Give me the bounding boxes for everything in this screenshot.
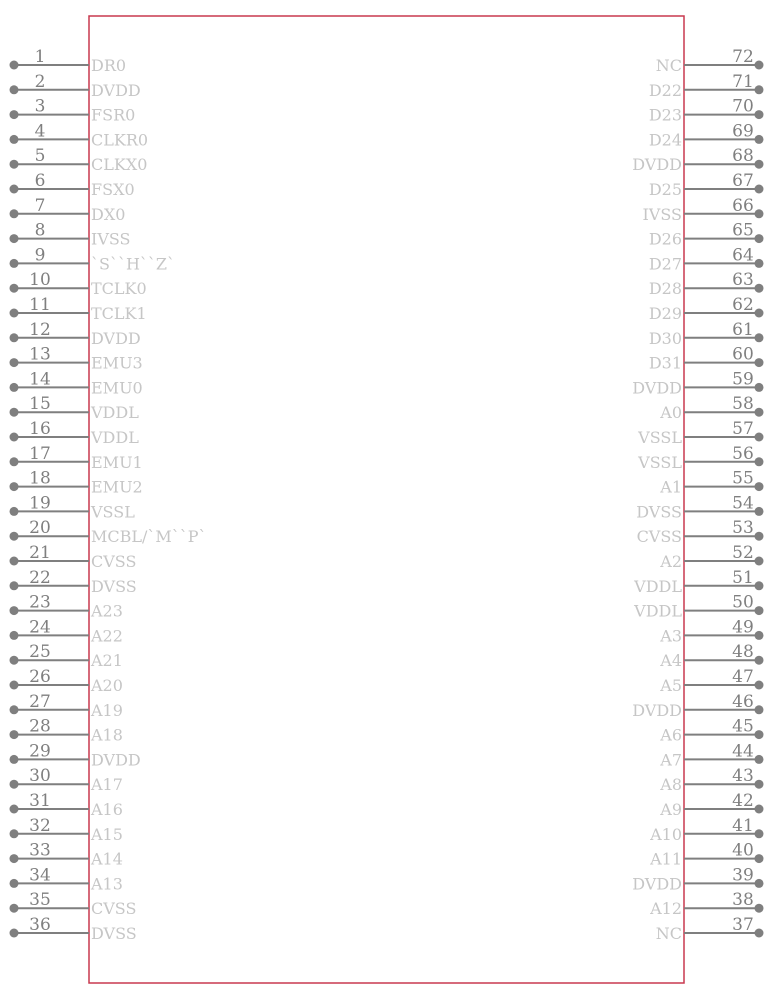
pin-label: D29 [648, 304, 682, 323]
pin-endpoint [755, 730, 764, 739]
pin-label: A16 [91, 800, 123, 819]
pin-number: 6 [34, 171, 46, 191]
pin-endpoint [755, 61, 764, 70]
pin-endpoint [755, 681, 764, 690]
pin-number: 23 [29, 592, 51, 613]
pin-endpoint [755, 234, 764, 243]
pin-10 [10, 270, 147, 298]
pin-34 [10, 865, 123, 893]
pin-endpoint [10, 730, 19, 739]
pin-label: A19 [91, 700, 123, 720]
pin-55 [659, 469, 763, 497]
pin-label: DX0 [91, 204, 126, 224]
pin-38 [649, 890, 763, 918]
pin-number: 44 [732, 741, 754, 762]
pin-label: DVSS [636, 502, 682, 522]
pin-endpoint [10, 408, 19, 417]
pin-label: D27 [648, 254, 682, 274]
pin-endpoint [10, 209, 19, 218]
pin-number: 37 [732, 915, 754, 935]
pin-number: 12 [29, 319, 51, 340]
pin-label: CVSS [91, 552, 137, 571]
pin-46 [632, 692, 763, 720]
pin-label: EMU1 [91, 452, 143, 472]
pin-endpoint [10, 829, 19, 838]
pin-65 [649, 221, 764, 249]
pin-endpoint [10, 284, 19, 293]
pin-endpoint [755, 780, 764, 789]
pin-number: 43 [732, 766, 754, 787]
pin-label: A18 [91, 725, 123, 745]
pin-28 [10, 717, 123, 745]
pin-label: A22 [91, 626, 123, 646]
pin-number: 45 [732, 716, 754, 737]
pin-11 [10, 295, 147, 323]
pin-label: VSSL [91, 502, 135, 522]
pin-endpoint [10, 681, 19, 690]
pin-8 [10, 221, 131, 249]
pin-number: 28 [29, 716, 51, 737]
pin-number: 25 [29, 642, 51, 663]
pin-label: VDDL [634, 576, 682, 596]
pin-endpoint [10, 854, 19, 863]
pin-label: A2 [660, 552, 682, 571]
pin-label: D22 [648, 80, 682, 100]
pin-label: CVSS [636, 527, 682, 547]
pin-number: 34 [29, 865, 51, 886]
pin-label: FSR0 [91, 105, 136, 125]
pin-number: 65 [732, 220, 754, 241]
pin-label: A11 [650, 849, 682, 869]
pin-label: VDDL [91, 403, 139, 423]
pin-number: 59 [732, 369, 754, 390]
pin-number: 18 [29, 468, 51, 489]
pin-54 [636, 493, 763, 521]
pin-endpoint [755, 110, 764, 119]
pin-label: A14 [91, 849, 123, 869]
pin-label: D23 [648, 105, 682, 125]
pin-64 [649, 245, 764, 273]
pin-number: 24 [29, 617, 51, 638]
pin-label: CVSS [91, 899, 137, 919]
pin-number: 66 [732, 195, 754, 216]
pin-number: 41 [732, 815, 754, 836]
pin-endpoint [10, 457, 19, 466]
pin-endpoint [10, 482, 19, 491]
pin-label: DVDD [632, 155, 682, 175]
pin-endpoint [755, 333, 764, 342]
pin-5 [10, 146, 148, 174]
pin-label: A8 [660, 775, 682, 795]
pin-number: 2 [34, 71, 46, 92]
pin-endpoint [10, 557, 19, 566]
pin-number: 42 [732, 791, 754, 811]
pin-number: 69 [732, 121, 754, 142]
pin-number: 20 [29, 518, 51, 539]
pin-label: DVDD [91, 750, 141, 770]
pin-label: D24 [648, 130, 682, 150]
pin-52 [659, 543, 763, 571]
pin-label: IVSS [642, 204, 682, 224]
pin-label: EMU2 [91, 477, 143, 497]
pin-label: DVDD [632, 378, 682, 398]
pin-endpoint [755, 309, 764, 318]
pin-23 [10, 593, 123, 621]
pin-15 [10, 394, 140, 422]
pin-label: DR0 [91, 56, 127, 75]
pin-label: `S``H``Z` [91, 254, 176, 274]
pin-32 [10, 816, 123, 844]
pin-60 [649, 345, 764, 373]
pin-69 [649, 121, 764, 149]
pin-endpoint [755, 854, 764, 863]
pin-number: 15 [29, 394, 51, 415]
pin-number: 17 [29, 443, 51, 464]
pin-number: 9 [34, 245, 46, 266]
pin-label: DVDD [91, 80, 141, 100]
pin-number: 67 [732, 171, 754, 191]
pin-endpoint [10, 507, 19, 516]
ic-body-outline [89, 16, 684, 983]
pin-endpoint [755, 829, 764, 838]
pin-22 [10, 568, 137, 596]
left-pin-group [10, 47, 207, 943]
pin-endpoint [10, 631, 19, 640]
pin-number: 36 [29, 915, 51, 935]
pin-number: 53 [732, 518, 754, 539]
pin-endpoint [755, 879, 764, 888]
pin-label: FSX0 [91, 180, 135, 199]
pin-number: 52 [732, 543, 754, 563]
pin-number: 63 [732, 270, 754, 291]
pin-label: NC [655, 924, 682, 943]
pin-51 [633, 568, 763, 596]
pin-number: 26 [29, 667, 51, 687]
pin-40 [649, 841, 763, 869]
pin-endpoint [755, 259, 764, 268]
pin-endpoint [755, 160, 764, 169]
pin-number: 14 [29, 369, 51, 390]
pin-label: EMU3 [91, 353, 143, 373]
pin-43 [659, 766, 763, 794]
pin-number: 21 [29, 543, 51, 563]
pin-67 [649, 171, 764, 199]
pin-20 [10, 518, 207, 546]
pin-label: D25 [648, 180, 682, 199]
pin-number: 3 [34, 96, 46, 117]
pin-number: 13 [29, 344, 51, 365]
pin-label: A21 [91, 651, 123, 671]
pin-56 [637, 444, 763, 472]
pin-label: TCLK0 [91, 279, 147, 299]
pin-endpoint [10, 705, 19, 714]
pin-endpoint [10, 333, 19, 342]
pin-72 [656, 47, 764, 75]
pin-number: 7 [34, 195, 46, 216]
pin-13 [10, 345, 143, 373]
pin-61 [649, 320, 764, 348]
pin-number: 32 [29, 815, 51, 836]
pin-48 [659, 642, 763, 670]
pin-number: 35 [29, 890, 51, 911]
pin-4 [10, 121, 149, 149]
pin-number: 47 [732, 667, 754, 687]
pin-number: 68 [732, 146, 754, 167]
pin-endpoint [10, 929, 19, 938]
pin-label: A20 [91, 676, 123, 695]
pin-endpoint [10, 656, 19, 665]
pin-label: A12 [650, 899, 682, 919]
pin-63 [649, 270, 764, 298]
pin-number: 62 [732, 295, 754, 315]
pin-17 [10, 444, 143, 472]
pin-label: A7 [660, 750, 682, 770]
pin-number: 11 [29, 295, 51, 315]
pin-label: IVSS [91, 229, 131, 249]
pin-endpoint [10, 879, 19, 888]
pin-45 [659, 717, 763, 745]
pin-endpoint [10, 433, 19, 442]
pin-endpoint [755, 408, 764, 417]
pin-number: 60 [732, 344, 754, 365]
pin-label: D28 [648, 279, 682, 299]
pin-endpoint [755, 581, 764, 590]
pin-62 [649, 295, 764, 323]
pin-14 [10, 369, 143, 397]
pin-endpoint [10, 780, 19, 789]
pin-label: A9 [660, 800, 682, 819]
pin-endpoint [755, 85, 764, 94]
pin-35 [10, 890, 137, 918]
pin-number: 46 [732, 691, 754, 712]
pin-number: 1 [34, 47, 46, 67]
pin-endpoint [755, 135, 764, 144]
pin-12 [10, 320, 141, 348]
pin-19 [10, 493, 136, 521]
pin-number: 50 [732, 592, 754, 613]
pin-6 [10, 171, 135, 199]
pin-number: 70 [732, 96, 754, 117]
pin-number: 57 [732, 419, 754, 439]
pin-endpoint [755, 185, 764, 194]
pin-label: CLKX0 [91, 155, 148, 175]
pin-endpoint [755, 606, 764, 615]
pin-endpoint [10, 805, 19, 814]
pin-endpoint [755, 557, 764, 566]
pin-endpoint [755, 209, 764, 218]
pin-number: 31 [29, 791, 51, 811]
pin-29 [10, 741, 141, 769]
pin-endpoint [10, 135, 19, 144]
pin-2 [10, 72, 141, 100]
pin-36 [10, 915, 137, 943]
pin-label: NC [655, 56, 682, 75]
pin-25 [10, 642, 123, 670]
pin-endpoint [10, 606, 19, 615]
pin-number: 55 [732, 468, 754, 489]
pin-endpoint [10, 904, 19, 913]
pin-endpoint [10, 755, 19, 764]
pin-label: A3 [660, 626, 682, 646]
pin-label: DVSS [91, 924, 137, 943]
pin-24 [10, 617, 123, 645]
pin-39 [632, 865, 763, 893]
pin-30 [10, 766, 123, 794]
pin-label: D30 [648, 328, 682, 348]
pin-label: TCLK1 [91, 304, 147, 323]
pin-endpoint [755, 805, 764, 814]
pin-label: DVDD [632, 700, 682, 720]
pin-44 [659, 741, 763, 769]
pin-label: VSSL [638, 452, 682, 472]
pin-label: VDDL [634, 601, 682, 621]
pin-label: A13 [91, 874, 123, 894]
pin-59 [632, 369, 763, 397]
pin-31 [10, 791, 123, 819]
pin-label: VDDL [91, 428, 139, 447]
pin-endpoint [755, 929, 764, 938]
pin-endpoint [10, 309, 19, 318]
pin-26 [10, 667, 123, 695]
pin-number: 33 [29, 840, 51, 861]
pin-number: 10 [29, 270, 51, 291]
pin-label: A15 [91, 824, 123, 844]
pin-41 [649, 816, 763, 844]
pin-label: A4 [660, 651, 682, 671]
pin-58 [659, 394, 763, 422]
pin-label: DVSS [91, 576, 137, 596]
pin-endpoint [755, 383, 764, 392]
pin-number: 49 [732, 617, 754, 638]
pin-number: 48 [732, 642, 754, 663]
pin-label: MCBL/`M``P` [91, 527, 207, 547]
pin-57 [637, 419, 763, 447]
pin-68 [632, 146, 763, 174]
pin-label: A6 [660, 725, 682, 745]
pin-endpoint [10, 185, 19, 194]
pin-71 [649, 72, 764, 100]
pin-endpoint [755, 433, 764, 442]
pin-16 [10, 419, 140, 447]
pin-number: 56 [732, 443, 754, 464]
pin-label: EMU0 [91, 378, 143, 398]
pin-number: 40 [732, 840, 754, 861]
pin-endpoint [755, 755, 764, 764]
pin-label: A1 [660, 477, 682, 497]
pin-label: DVDD [91, 328, 141, 348]
pin-53 [637, 518, 764, 546]
pin-27 [10, 692, 123, 720]
pin-endpoint [10, 532, 19, 541]
pin-number: 5 [34, 146, 46, 167]
pin-label: D26 [648, 229, 682, 249]
pin-label: A10 [650, 824, 682, 844]
pin-number: 27 [29, 691, 51, 712]
pin-label: A17 [91, 775, 123, 795]
pin-endpoint [755, 532, 764, 541]
pin-endpoint [10, 110, 19, 119]
pin-endpoint [755, 631, 764, 640]
pin-number: 71 [732, 71, 754, 92]
pin-label: A5 [660, 676, 682, 695]
pin-number: 29 [29, 741, 51, 762]
pin-endpoint [755, 705, 764, 714]
pin-number: 30 [29, 766, 51, 787]
pin-number: 64 [732, 245, 754, 266]
pin-endpoint [10, 160, 19, 169]
pin-3 [10, 97, 136, 125]
pin-49 [659, 617, 763, 645]
pin-7 [10, 196, 126, 224]
pin-endpoint [10, 358, 19, 367]
pin-endpoint [755, 482, 764, 491]
pin-number: 8 [34, 220, 46, 241]
pin-number: 54 [732, 493, 754, 514]
pin-endpoint [10, 259, 19, 268]
pin-number: 22 [29, 567, 51, 588]
pin-endpoint [755, 656, 764, 665]
pin-endpoint [10, 61, 19, 70]
pin-endpoint [10, 234, 19, 243]
pin-label: CLKR0 [91, 130, 149, 150]
pin-1 [10, 47, 127, 75]
pin-number: 58 [732, 394, 754, 415]
pin-label: A0 [660, 403, 682, 423]
pin-37 [656, 915, 764, 943]
pin-label: A23 [91, 601, 123, 621]
pin-number: 19 [29, 493, 51, 514]
pin-endpoint [10, 581, 19, 590]
pin-9 [10, 245, 176, 273]
pin-number: 39 [732, 865, 754, 886]
pin-endpoint [755, 904, 764, 913]
pin-70 [649, 97, 764, 125]
pin-endpoint [755, 358, 764, 367]
pin-number: 61 [732, 319, 754, 340]
pin-label: DVDD [632, 874, 682, 894]
pin-66 [642, 196, 763, 224]
pin-50 [633, 593, 763, 621]
pin-label: D31 [648, 353, 682, 373]
right-pin-group [632, 47, 763, 943]
pin-number: 51 [732, 567, 754, 588]
pin-33 [10, 841, 123, 869]
pin-label: VSSL [638, 428, 682, 447]
pin-endpoint [755, 457, 764, 466]
pin-number: 72 [732, 47, 754, 67]
pin-number: 4 [34, 121, 46, 142]
pin-47 [659, 667, 763, 695]
pin-18 [10, 469, 143, 497]
pin-number: 38 [732, 890, 754, 911]
pin-endpoint [755, 507, 764, 516]
pin-21 [10, 543, 137, 571]
pin-number: 16 [29, 419, 51, 439]
pin-42 [659, 791, 763, 819]
pin-endpoint [755, 284, 764, 293]
pin-endpoint [10, 383, 19, 392]
pin-endpoint [10, 85, 19, 94]
